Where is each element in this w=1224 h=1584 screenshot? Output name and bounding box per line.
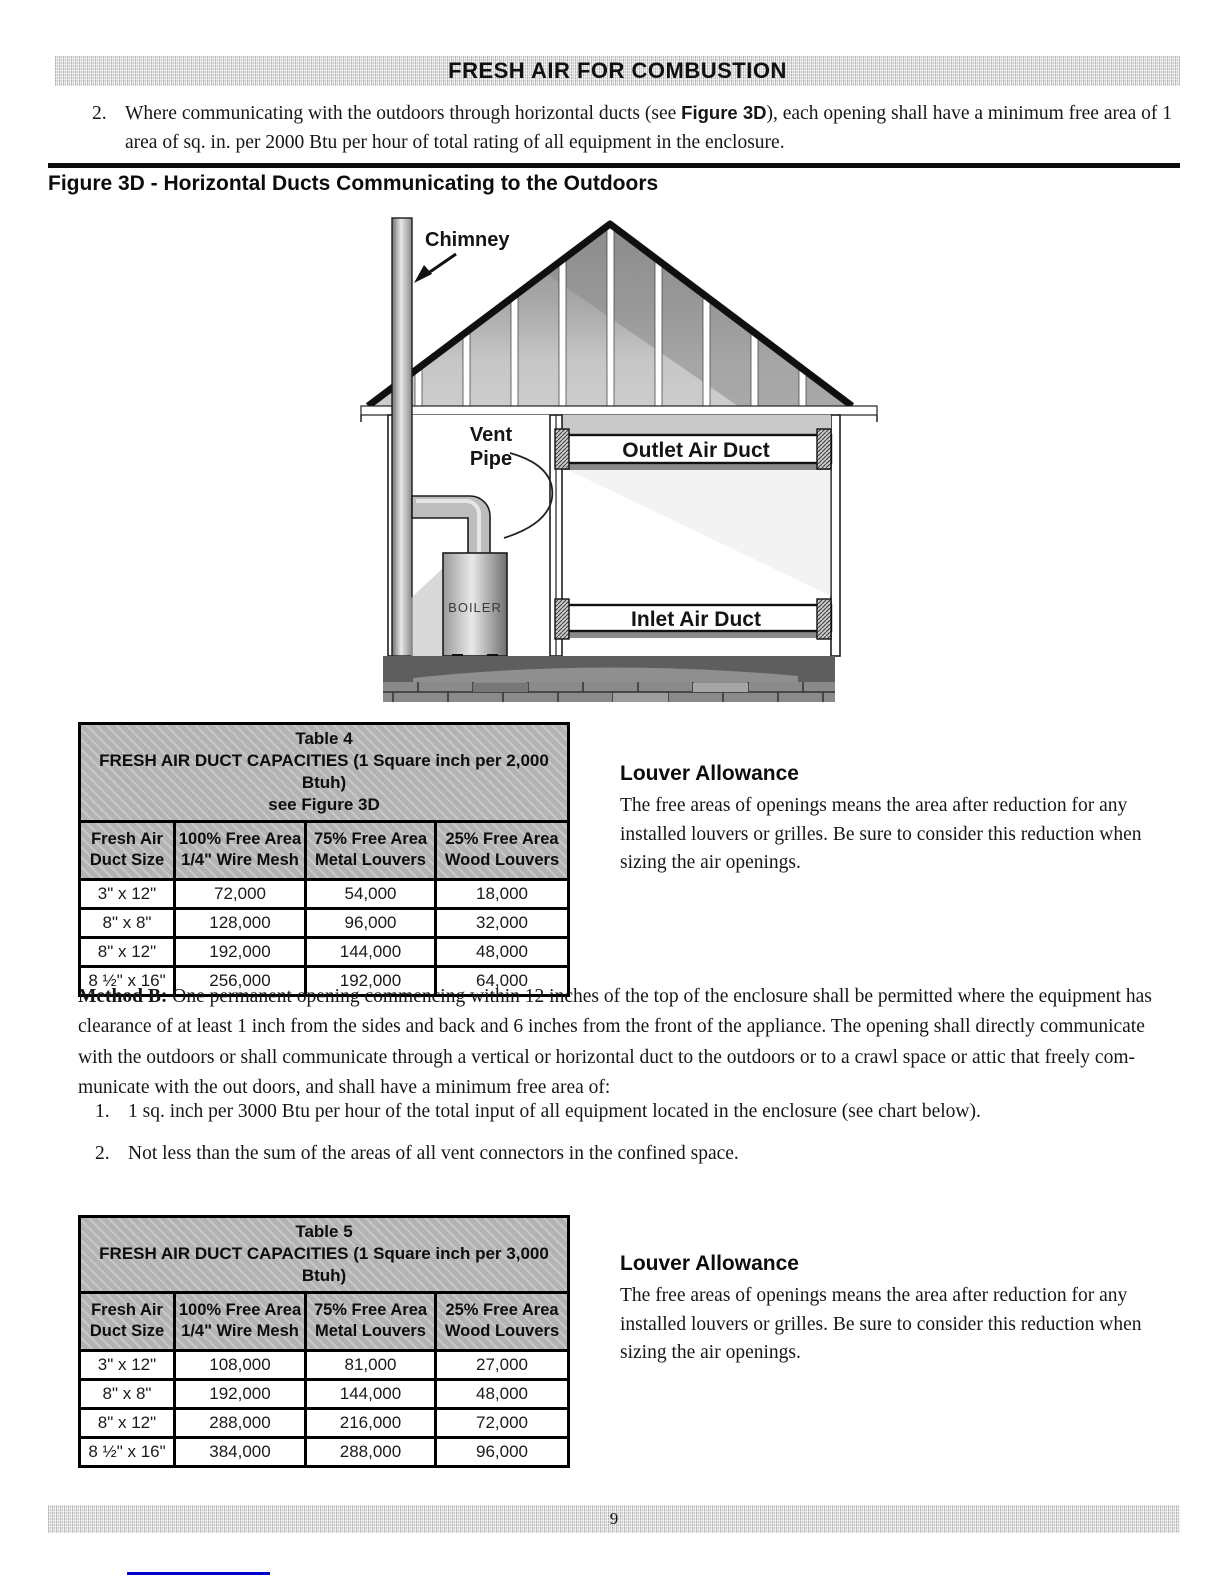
table-4-col-header: 25% Free Area Wood Louvers	[437, 823, 567, 878]
table-4	[78, 722, 570, 997]
table-4-col-header: Fresh Air Duct Size	[81, 823, 176, 878]
table-5-col-header: Fresh Air Duct Size	[81, 1294, 176, 1349]
table-cell: 8 ½" x 16"	[81, 968, 176, 994]
table-cell: 27,000	[437, 1352, 567, 1378]
table-cell: 192,000	[176, 1381, 307, 1407]
method-b-list-item: 1. 1 sq. inch per 3000 Btu per hour of the total input of all equipment located in the enclosure (see chart below).	[95, 1101, 981, 1122]
table-cell: 192,000	[176, 939, 307, 965]
section-header-banner	[55, 56, 1180, 86]
louver-allowance-body: The free areas of openings means the area after reduction for any installed louvers or grilles. Be sure to consider this reduction when sizing the air openings.	[620, 1285, 1142, 1364]
intro-item-number: 2.	[92, 103, 107, 124]
table-cell: 96,000	[307, 910, 437, 936]
table-5-col-header: 25% Free Area Wood Louvers	[437, 1294, 567, 1349]
method-b-list-item: 2. Not less than the sum of the areas of all vent connectors in the confined space.	[95, 1143, 739, 1164]
table-cell: 192,000	[307, 968, 437, 994]
table-5-col-header: 75% Free Area Metal Louvers	[307, 1294, 437, 1349]
table-cell: 8" x 8"	[81, 910, 176, 936]
section-header-title: FRESH AIR FOR COMBUSTION	[448, 58, 787, 83]
inlet-air-duct-label: Inlet Air Duct	[631, 608, 761, 631]
table-4-title-line1: Table 4	[295, 729, 353, 748]
roof	[368, 224, 852, 408]
table-cell: 384,000	[176, 1439, 307, 1465]
table-4-col-header: 75% Free Area Metal Louvers	[307, 823, 437, 878]
chimney-label: Chimney	[425, 229, 510, 251]
table-row	[81, 881, 567, 910]
ground	[383, 656, 835, 702]
table-cell: 288,000	[176, 1410, 307, 1436]
table-cell: 32,000	[437, 910, 567, 936]
method-b-paragraph: Method B: One permanent opening commencing within 12 inches of the top of the enclosure shall be permitted where the equipment has clearance of at least 1 inch from the sides and back and 6 inches from the front of the appliance. The opening shall directly communicate with the outdoors or shall communicate through a vertical or horizontal duct to the outdoors or to a crawl space or attic that freely com-municate with the out doors, and shall have a minimum free area of:	[78, 986, 1152, 1099]
table-row	[81, 1381, 567, 1410]
table-cell: 48,000	[437, 1381, 567, 1407]
vent-pipe-label-line1: Vent	[469, 424, 513, 446]
table-cell: 8" x 12"	[81, 939, 176, 965]
table-row	[81, 910, 567, 939]
intro-list-item	[92, 99, 1182, 158]
table-cell: 8" x 8"	[81, 1381, 176, 1407]
table-4-title-line2: FRESH AIR DUCT CAPACITIES (1 Square inch per 2,000 Btuh)	[99, 751, 549, 792]
inlet-air-duct	[555, 599, 831, 639]
table-cell: 108,000	[176, 1352, 307, 1378]
boiler-label: BOILER	[448, 600, 502, 615]
table-4-col-header: 100% Free Area 1/4" Wire Mesh	[176, 823, 307, 878]
table-4-header-row	[81, 823, 567, 881]
table-cell: 288,000	[307, 1439, 437, 1465]
table-5	[78, 1215, 570, 1468]
table-4-title-line3: see Figure 3D	[268, 795, 380, 814]
table-cell: 48,000	[437, 939, 567, 965]
table-row	[81, 939, 567, 968]
table-cell: 72,000	[176, 881, 307, 907]
figure-reference: Figure 3D	[681, 102, 767, 123]
table-cell: 96,000	[437, 1439, 567, 1465]
hyperlink-underline	[127, 1572, 270, 1575]
method-b-lead: Method B:	[78, 986, 168, 1007]
table-cell: 8 ½" x 16"	[81, 1439, 176, 1465]
house-cross-section-figure	[358, 208, 880, 702]
table-5-col-header: 100% Free Area 1/4" Wire Mesh	[176, 1294, 307, 1349]
table-cell: 72,000	[437, 1410, 567, 1436]
table-cell: 3" x 12"	[81, 1352, 176, 1378]
table-cell: 256,000	[176, 968, 307, 994]
table-cell: 18,000	[437, 881, 567, 907]
outlet-air-duct-label: Outlet Air Duct	[622, 439, 770, 462]
page-footer-bar	[48, 1505, 1180, 1533]
table-cell: 54,000	[307, 881, 437, 907]
chimney	[392, 218, 412, 656]
table-5-header-row	[81, 1294, 567, 1352]
louver-allowance-heading: Louver Allowance	[620, 1252, 799, 1275]
table-cell: 3" x 12"	[81, 881, 176, 907]
table-row	[81, 1352, 567, 1381]
table-cell: 81,000	[307, 1352, 437, 1378]
table-cell: 128,000	[176, 910, 307, 936]
outlet-air-duct	[555, 429, 831, 470]
table-5-title	[81, 1218, 567, 1294]
louver-allowance-section-2	[620, 1252, 1176, 1368]
table-row	[81, 1439, 567, 1465]
table-cell: 144,000	[307, 1381, 437, 1407]
louver-allowance-section-1	[620, 762, 1176, 878]
table-cell: 144,000	[307, 939, 437, 965]
table-cell: 8" x 12"	[81, 1410, 176, 1436]
table-4-title	[81, 725, 567, 823]
intro-item-text: Where communicating with the outdoors through horizontal ducts (see Figure 3D), each opening shall have a minimum free area of 1 area of sq. in. per 2000 Btu per hour of total rating of all equipment in the enclosure.	[125, 102, 1173, 154]
ceiling-shading	[562, 415, 831, 435]
table-cell: 64,000	[437, 968, 567, 994]
vent-pipe-label-line2: Pipe	[469, 448, 513, 470]
horizontal-rule	[48, 163, 1180, 168]
louver-allowance-body: The free areas of openings means the area after reduction for any installed louvers or grilles. Be sure to consider this reduction when sizing the air openings.	[620, 795, 1142, 874]
table-row	[81, 1410, 567, 1439]
page-number: 9	[609, 1509, 619, 1528]
louver-allowance-heading: Louver Allowance	[620, 762, 799, 785]
table-5-title-line2: FRESH AIR DUCT CAPACITIES (1 Square inch per 3,000 Btuh)	[99, 1244, 549, 1285]
chimney-callout	[414, 229, 510, 283]
figure-3d-title: Figure 3D - Horizontal Ducts Communicating to the Outdoors	[48, 172, 659, 195]
table-5-title-line1: Table 5	[295, 1222, 353, 1241]
table-cell: 216,000	[307, 1410, 437, 1436]
